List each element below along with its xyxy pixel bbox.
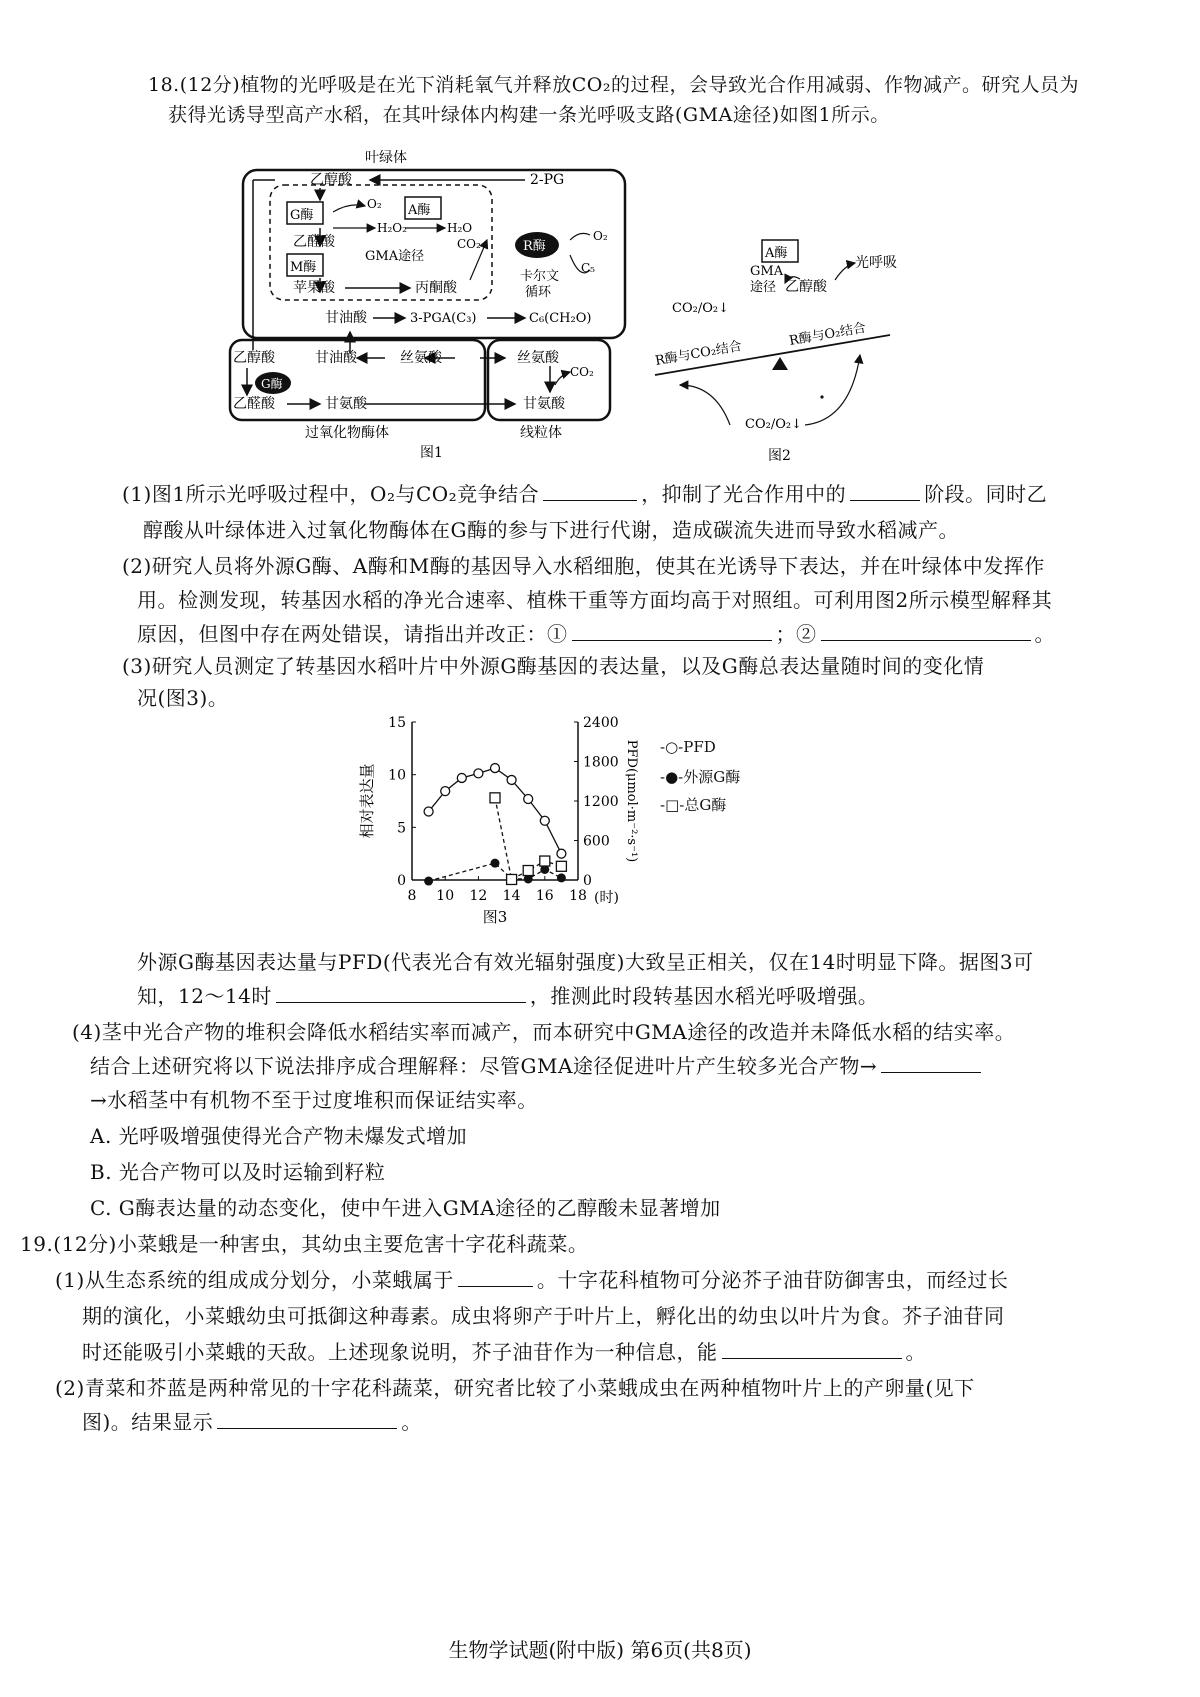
y-right-tick-label: 2400 bbox=[583, 715, 619, 731]
y-right-tick-label: 1200 bbox=[583, 794, 619, 810]
y-left-tick-label: 5 bbox=[397, 820, 406, 837]
x-tick-label: 18 bbox=[569, 888, 587, 904]
x-tick-label: 8 bbox=[407, 888, 417, 904]
point-exo-g bbox=[557, 873, 566, 882]
legend-pfd: -○-PFD bbox=[660, 738, 716, 756]
point-pfd bbox=[424, 807, 433, 816]
fig1-chloroplast-label: 叶绿体 bbox=[365, 150, 407, 166]
svg-text:CO₂: CO₂ bbox=[570, 365, 594, 379]
q18-option-a: A. 光呼吸增强使得光合产物未爆发式增加 bbox=[90, 1124, 468, 1148]
svg-text:苹果酸: 苹果酸 bbox=[293, 280, 335, 296]
series-line-0 bbox=[429, 768, 562, 854]
svg-text:G酶: G酶 bbox=[261, 377, 283, 391]
point-pfd bbox=[457, 773, 466, 782]
svg-text:丙酮酸: 丙酮酸 bbox=[415, 280, 457, 296]
svg-text:甘油酸: 甘油酸 bbox=[315, 350, 357, 366]
q18-intro-line1: 18.(12分)植物的光呼吸是在光下消耗氧气并释放CO₂的过程，会导致光合作用减弱、作物减产。研究人员为 bbox=[148, 74, 1079, 96]
svg-text:O₂: O₂ bbox=[367, 197, 382, 211]
fig2-caption: 图2 bbox=[768, 448, 791, 464]
point-total-g bbox=[523, 866, 533, 876]
y-left-tick-label: 15 bbox=[388, 715, 406, 731]
answer-blank-19-1[interactable] bbox=[458, 1285, 533, 1287]
svg-text:R酶: R酶 bbox=[523, 239, 546, 254]
svg-text:2-PG: 2-PG bbox=[530, 172, 565, 188]
q19-intro: 19.(12分)小菜蛾是一种害虫，其幼虫主要危害十字花科蔬菜。 bbox=[20, 1232, 589, 1256]
point-pfd bbox=[524, 795, 533, 804]
svg-text:乙醇酸: 乙醇酸 bbox=[310, 172, 352, 188]
q18-part4-line1: (4)茎中光合产物的堆积会降低水稻结实率而减产，而本研究中GMA途径的改造并未降低水稻的结实率。 bbox=[72, 1020, 1016, 1044]
q18-part2-line2: 用。检测发现，转基因水稻的净光合速率、植株干重等方面均高于对照组。可利用图2所示模型解释其 bbox=[137, 588, 1053, 612]
svg-text:G酶: G酶 bbox=[290, 208, 314, 223]
y-right-tick-label: 0 bbox=[583, 873, 592, 889]
svg-text:A酶: A酶 bbox=[408, 203, 431, 218]
svg-text:CO₂/O₂↓: CO₂/O₂↓ bbox=[672, 301, 729, 316]
svg-text:乙醇酸: 乙醇酸 bbox=[785, 279, 827, 295]
svg-text:光呼吸: 光呼吸 bbox=[855, 255, 897, 271]
q18-option-b: B. 光合产物可以及时运输到籽粒 bbox=[90, 1160, 386, 1184]
answer-blank-4[interactable] bbox=[881, 1071, 981, 1073]
svg-text:CO₂: CO₂ bbox=[457, 237, 481, 251]
y-right-axis-label: PFD(μmol·m⁻²·s⁻¹) bbox=[624, 739, 639, 863]
answer-blank-19-3[interactable] bbox=[217, 1427, 397, 1429]
svg-text:CO₂/O₂↓: CO₂/O₂↓ bbox=[745, 417, 802, 432]
q18-part3-line2: 况(图3)。 bbox=[137, 686, 229, 710]
q18-part1-line1: (1)图1所示光呼吸过程中，O₂与CO₂竞争结合 ，抑制了光合作用中的 阶段。同时乙 bbox=[122, 482, 1048, 506]
y-right-tick-label: 600 bbox=[583, 833, 610, 850]
legend-exo-g-marker: -●- bbox=[660, 768, 684, 786]
q19-part2-line1: (2)青菜和芥蓝是两种常见的十字花科蔬菜，研究者比较了小菜蛾成虫在两种植物叶片上的产卵量(见下 bbox=[55, 1376, 975, 1400]
q19-part1-line1: (1)从生态系统的组成成分划分，小菜蛾属于 。十字花科植物可分泌芥子油苷防御害虫，而经过长 bbox=[55, 1268, 1009, 1292]
svg-text:甘油酸: 甘油酸 bbox=[325, 310, 367, 326]
svg-text:循环: 循环 bbox=[525, 285, 552, 300]
q18-part3-line1: (3)研究人员测定了转基因水稻叶片中外源G酶基因的表达量，以及G酶总表达量随时间的变化情 bbox=[122, 654, 985, 678]
q18-part2-line1: (2)研究人员将外源G酶、A酶和M酶的基因导入水稻细胞，使其在光诱导下表达，并在叶绿体中发挥作 bbox=[122, 554, 1045, 578]
q18-option-c: C. G酶表达量的动态变化，使中午进入GMA途径的乙醇酸未显著增加 bbox=[90, 1196, 721, 1220]
fig3-caption: 图3 bbox=[482, 908, 508, 926]
svg-text:甘氨酸: 甘氨酸 bbox=[325, 396, 367, 412]
point-pfd bbox=[474, 769, 483, 778]
svg-text:甘氨酸: 甘氨酸 bbox=[523, 396, 565, 412]
legend-pfd-marker: -○- bbox=[660, 738, 684, 756]
point-exo-g bbox=[424, 877, 433, 886]
q18-part2-line3: 原因，但图中存在两处错误，请指出并改正：① ；② 。 bbox=[137, 622, 1055, 646]
svg-text:丝氨酸: 丝氨酸 bbox=[517, 350, 559, 366]
legend-exo-g: -●-外源G酶 bbox=[660, 768, 741, 786]
svg-text:C₆(CH₂O): C₆(CH₂O) bbox=[529, 311, 592, 326]
y-left-tick-label: 10 bbox=[388, 767, 406, 784]
svg-text:GMA途径: GMA途径 bbox=[365, 249, 425, 264]
svg-text:GMA: GMA bbox=[750, 264, 784, 279]
q18-intro-line2: 获得光诱导型高产水稻，在其叶绿体内构建一条光呼吸支路(GMA途径)如图1所示。 bbox=[168, 104, 890, 126]
figure-2 bbox=[650, 235, 910, 465]
point-pfd bbox=[540, 816, 549, 825]
q18-part3-line4: 知，12～14时 ，推测此时段转基因水稻光呼吸增强。 bbox=[137, 984, 879, 1008]
point-pfd bbox=[507, 775, 516, 784]
answer-blank-2-1[interactable] bbox=[572, 639, 772, 641]
point-total-g bbox=[540, 856, 550, 866]
figure-1 bbox=[225, 140, 635, 460]
x-tick-label: 10 bbox=[436, 888, 455, 904]
svg-text:过氧化物酶体: 过氧化物酶体 bbox=[305, 425, 389, 441]
x-tick-label: 14 bbox=[502, 888, 521, 904]
point-total-g bbox=[490, 793, 500, 803]
svg-text:乙醇酸: 乙醇酸 bbox=[233, 350, 275, 366]
answer-blank-2-2[interactable] bbox=[821, 639, 1031, 641]
legend-total-g: -□-总G酶 bbox=[660, 796, 727, 814]
svg-text:3-PGA(C₃): 3-PGA(C₃) bbox=[410, 311, 477, 326]
svg-text:H₂O₂: H₂O₂ bbox=[377, 221, 407, 235]
q18-part4-line2: 结合上述研究将以下说法排序成合理解释：尽管GMA途径促进叶片产生较多光合产物→ bbox=[90, 1050, 985, 1079]
svg-text:R酶与O₂结合: R酶与O₂结合 bbox=[788, 320, 868, 349]
svg-text:卡尔文: 卡尔文 bbox=[520, 269, 560, 284]
q19-part1-line3: 时还能吸引小菜蛾的天敌。上述现象说明，芥子油苷作为一种信息，能 。 bbox=[82, 1340, 926, 1364]
point-total-g bbox=[556, 861, 566, 871]
legend-total-g-marker: -□- bbox=[660, 796, 685, 814]
svg-text:C₅: C₅ bbox=[581, 261, 595, 275]
svg-text:O₂: O₂ bbox=[593, 229, 608, 243]
q18-part1-line2: 醇酸从叶绿体进入过氧化物酶体在G酶的参与下进行代谢，造成碳流失进而导致水稻减产。 bbox=[143, 518, 959, 542]
svg-text:A酶: A酶 bbox=[765, 246, 788, 261]
y-left-tick-label: 0 bbox=[397, 873, 406, 889]
svg-text:乙醛酸: 乙醛酸 bbox=[293, 234, 335, 250]
answer-blank-3[interactable] bbox=[276, 1001, 526, 1003]
answer-blank-1-2[interactable] bbox=[850, 499, 920, 501]
x-tick-label: 12 bbox=[469, 888, 488, 904]
q18-part3-line3: 外源G酶基因表达量与PFD(代表光合有效光辐射强度)大致呈正相关，仅在14时明显下降。据图3可 bbox=[137, 950, 1034, 974]
y-right-tick-label: 1800 bbox=[583, 754, 619, 771]
page-footer: 生物学试题(附中版) 第6页(共8页) bbox=[448, 1638, 752, 1662]
q19-part2-line2: 图)。结果显示 。 bbox=[82, 1410, 422, 1434]
answer-blank-19-2[interactable] bbox=[722, 1357, 902, 1359]
svg-text:H₂O: H₂O bbox=[447, 221, 473, 235]
svg-text:丝氨酸: 丝氨酸 bbox=[400, 350, 442, 366]
x-tick-label: 16 bbox=[535, 888, 554, 904]
svg-text:线粒体: 线粒体 bbox=[520, 425, 562, 441]
svg-text:R酶与CO₂结合: R酶与CO₂结合 bbox=[654, 338, 743, 369]
y-left-axis-label: 相对表达量 bbox=[358, 763, 376, 839]
point-pfd bbox=[441, 787, 450, 796]
svg-text:M酶: M酶 bbox=[290, 260, 317, 275]
q18-part4-line3: →水稻茎中有机物不至于过度堆积而保证结实率。 bbox=[90, 1088, 538, 1112]
q19-part1-line2: 期的演化，小菜蛾幼虫可抵御这种毒素。成虫将卵产于叶片上，孵化出的幼虫以叶片为食。芥子油苷同 bbox=[82, 1304, 1005, 1328]
point-exo-g bbox=[491, 859, 500, 868]
x-axis-label: (时) bbox=[594, 890, 619, 906]
figure-3-chart bbox=[350, 710, 790, 940]
point-pfd bbox=[557, 849, 566, 858]
svg-text:途径: 途径 bbox=[750, 280, 777, 295]
svg-text:乙醛酸: 乙醛酸 bbox=[233, 396, 275, 412]
fig1-caption: 图1 bbox=[420, 445, 443, 460]
point-total-g bbox=[507, 874, 517, 884]
point-pfd bbox=[491, 764, 500, 773]
answer-blank-1-1[interactable] bbox=[543, 499, 637, 501]
